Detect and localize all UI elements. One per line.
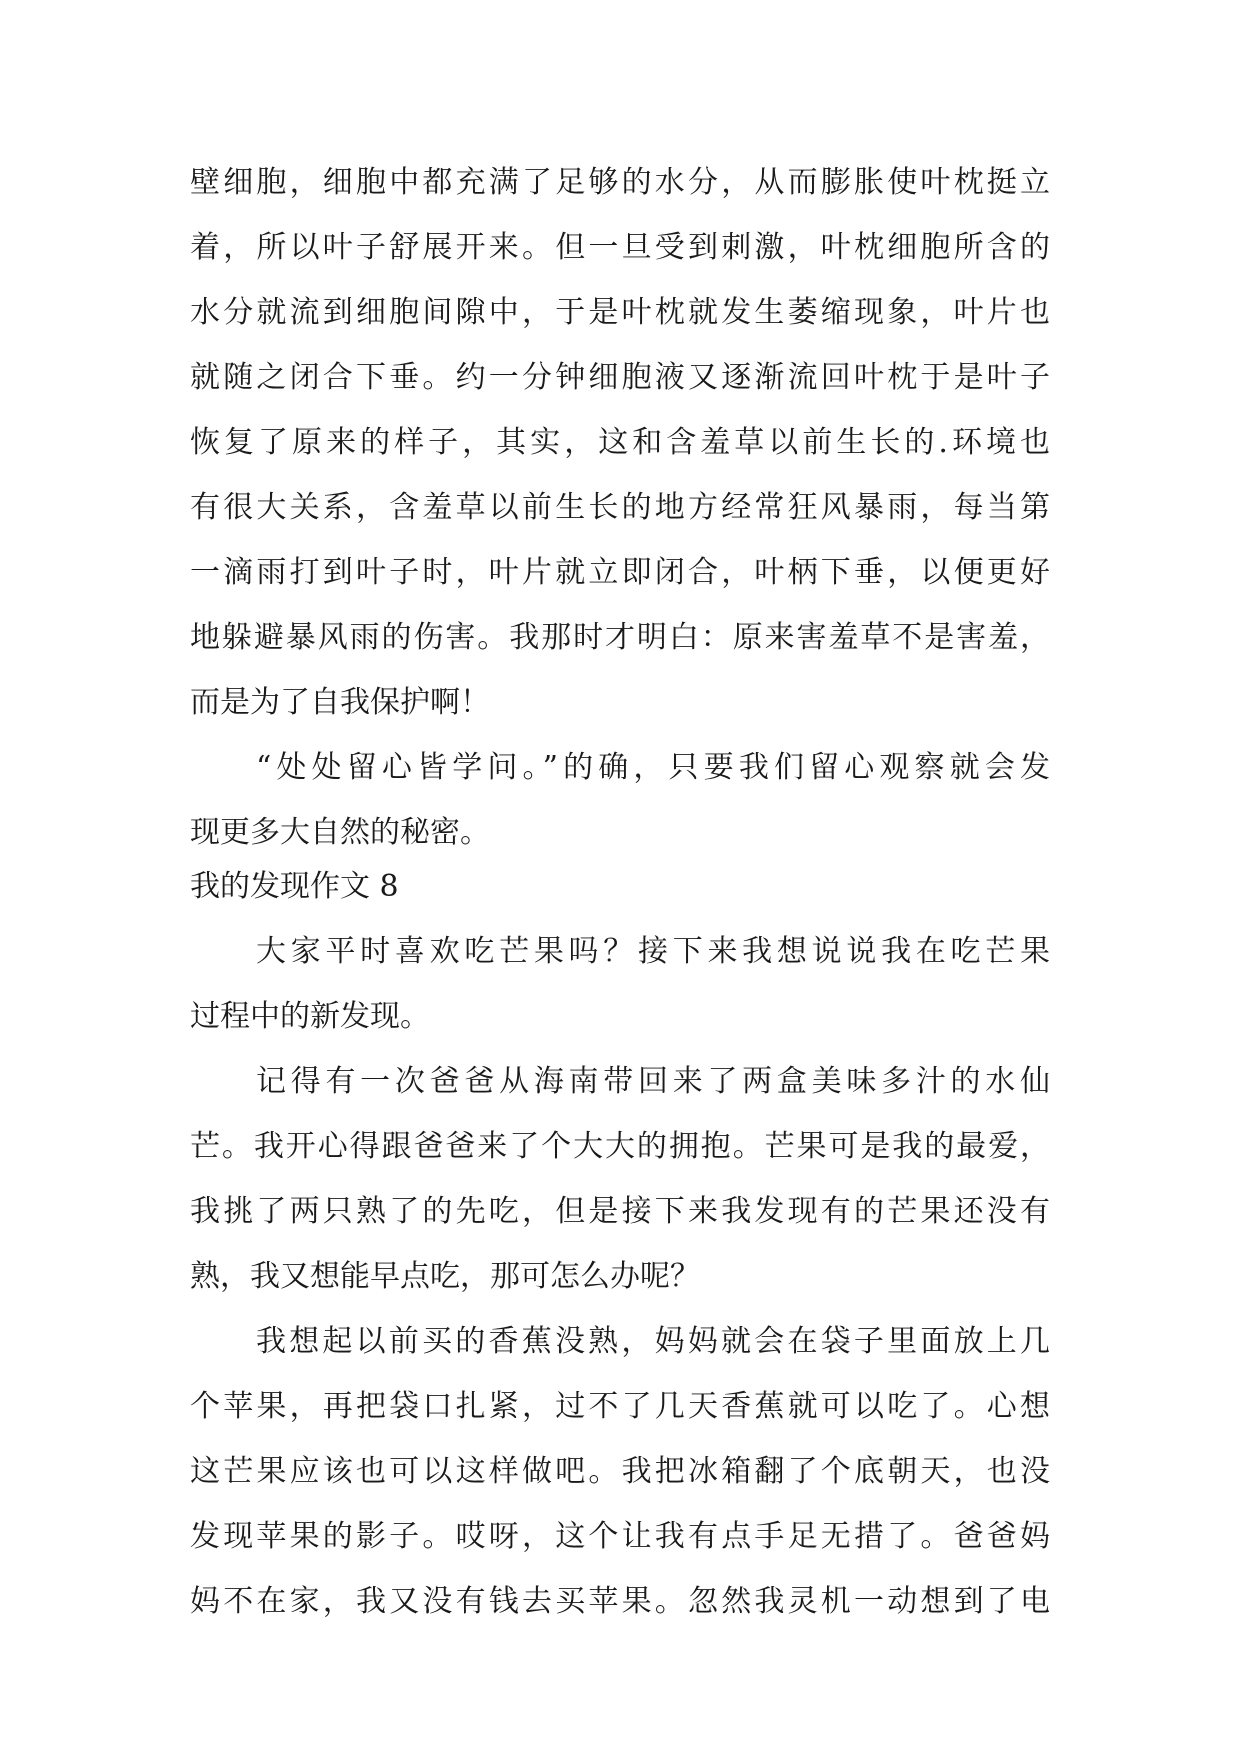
text-line: 地躲避暴风雨的伤害。我那时才明白：原来害羞草不是害羞， [190, 620, 1050, 655]
text-line: 我想起以前买的香蕉没熟，妈妈就会在袋子里面放上几 [256, 1324, 1050, 1359]
text-line: 恢复了原来的样子，其实，这和含羞草以前生长的.环境也 [190, 425, 1050, 460]
text-line: “处处留心皆学问。”的确，只要我们留心观察就会发 [256, 750, 1050, 785]
text-line: 现更多大自然的秘密。 [190, 815, 490, 850]
text-line: 壁细胞，细胞中都充满了足够的水分，从而膨胀使叶枕挺立 [190, 165, 1050, 200]
text-line: 一滴雨打到叶子时，叶片就立即闭合，叶柄下垂，以便更好 [190, 555, 1050, 590]
text-line: 记得有一次爸爸从海南带回来了两盒美味多汁的水仙 [256, 1064, 1050, 1099]
text-line: 着，所以叶子舒展开来。但一旦受到刺激，叶枕细胞所含的 [190, 230, 1050, 265]
text-line: 妈不在家，我又没有钱去买苹果。忽然我灵机一动想到了电 [190, 1584, 1050, 1619]
text-line: 过程中的新发现。 [190, 999, 430, 1034]
text-line: 大家平时喜欢吃芒果吗？接下来我想说说我在吃芒果 [256, 934, 1050, 969]
text-line: 芒。我开心得跟爸爸来了个大大的拥抱。芒果可是我的最爱， [190, 1129, 1050, 1164]
text-line: 发现苹果的影子。哎呀，这个让我有点手足无措了。爸爸妈 [190, 1519, 1050, 1554]
text-line: 这芒果应该也可以这样做吧。我把冰箱翻了个底朝天，也没 [190, 1454, 1050, 1489]
text-line: 而是为了自我保护啊！ [190, 685, 490, 720]
text-line: 水分就流到细胞间隙中，于是叶枕就发生萎缩现象，叶片也 [190, 295, 1050, 330]
text-line: 有很大关系，含羞草以前生长的地方经常狂风暴雨，每当第 [190, 490, 1050, 525]
paragraph-mango-gift [190, 1049, 1050, 1309]
essay-heading: 我的发现作文 8 [190, 869, 399, 904]
paragraph-intro [190, 919, 1050, 1049]
text-line: 熟，我又想能早点吃，那可怎么办呢？ [190, 1259, 700, 1294]
paragraph-banana-idea [190, 1309, 1050, 1634]
text-line: 个苹果，再把袋口扎紧，过不了几天香蕉就可以吃了。心想 [190, 1389, 1050, 1424]
paragraph-conclusion [190, 735, 1050, 865]
text-line: 我挑了两只熟了的先吃，但是接下来我发现有的芒果还没有 [190, 1194, 1050, 1229]
paragraph-mimosa-explanation [190, 150, 1050, 735]
text-line: 就随之闭合下垂。约一分钟细胞液又逐渐流回叶枕于是叶子 [190, 360, 1050, 395]
